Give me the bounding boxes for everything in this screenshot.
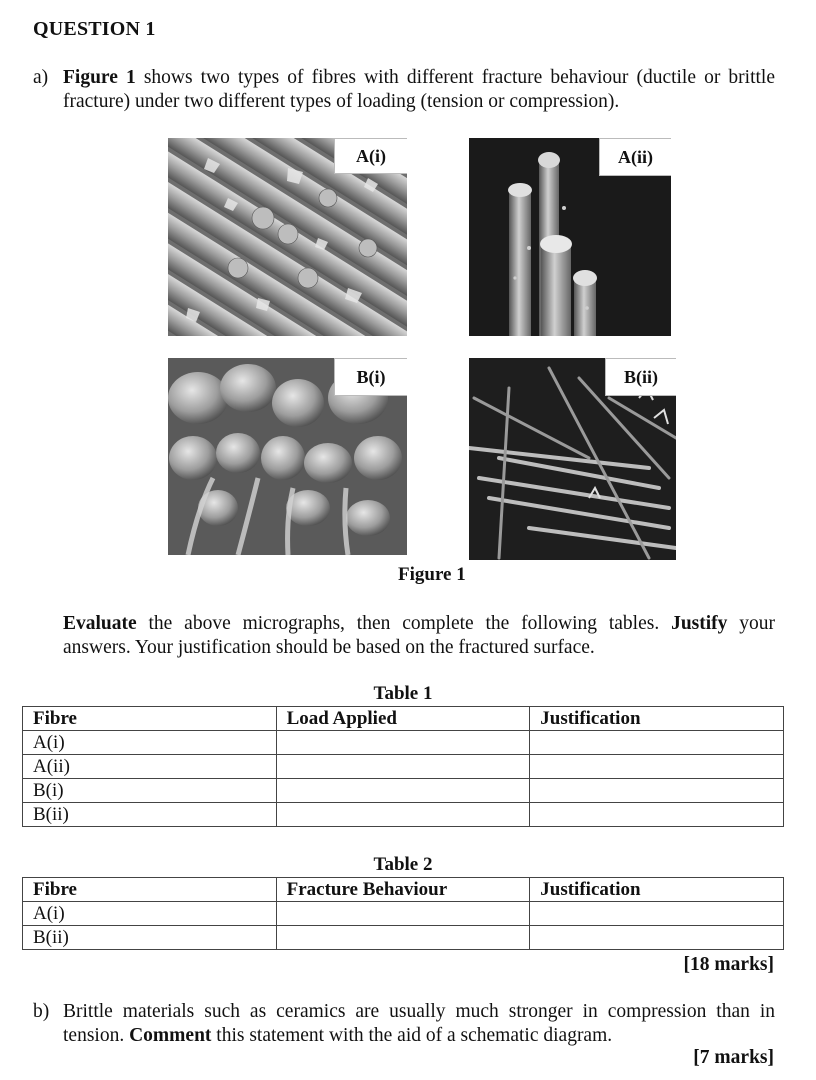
part-b-start: Brittle materials such as ceramics are usually much stronger in compression than in tension. [63, 1001, 775, 1046]
label-b-ii: B(ii) [605, 358, 676, 396]
instruction-mid: the above micrographs, then complete the following tables. [136, 613, 672, 634]
table-2 [22, 877, 784, 950]
micrograph-b-i [168, 358, 407, 555]
justify-word: Justify [671, 613, 728, 634]
table-row [23, 731, 784, 755]
table2-header-fibre: Fibre [23, 878, 277, 902]
figure-ref: Figure 1 [63, 67, 136, 88]
justification-cell[interactable] [530, 755, 784, 779]
fibre-cell: B(ii) [23, 803, 277, 827]
justification-cell[interactable] [530, 926, 784, 950]
part-a-intro [63, 66, 775, 114]
table1-header-load: Load Applied [276, 707, 530, 731]
answer-cell[interactable] [276, 902, 530, 926]
justification-cell[interactable] [530, 779, 784, 803]
table-row [23, 902, 784, 926]
table1-caption: Table 1 [373, 683, 433, 704]
justification-cell[interactable] [530, 803, 784, 827]
label-b-i: B(i) [334, 358, 407, 396]
comment-word: Comment [129, 1025, 212, 1046]
fibre-cell: A(i) [23, 902, 277, 926]
part-b-text [63, 1000, 775, 1048]
figure-caption: Figure 1 [398, 564, 466, 585]
part-b-end: this statement with the aid of a schematic diagram. [211, 1025, 613, 1046]
answer-cell[interactable] [276, 779, 530, 803]
table-1 [22, 706, 784, 827]
table-row [23, 926, 784, 950]
table-row [23, 755, 784, 779]
micrograph-a-i [168, 138, 407, 336]
part-a-marks: [18 marks] [683, 954, 774, 975]
question-heading: QUESTION 1 [33, 18, 156, 40]
part-b-marks: [7 marks] [693, 1047, 774, 1068]
answer-cell[interactable] [276, 803, 530, 827]
table1-header-justification: Justification [530, 707, 784, 731]
table1-header-fibre: Fibre [23, 707, 277, 731]
instruction-end: your answers. Your justification should be based on the fractured surface. [63, 613, 775, 658]
table1-header-row [23, 707, 784, 731]
part-a-label: a) [33, 67, 49, 88]
micrograph-b-ii [469, 358, 676, 560]
fibre-cell: B(i) [23, 779, 277, 803]
intro-text: shows two types of fibres with different fracture behaviour (ductile or brittle fracture) under two different types of loading (tension or compression). [63, 67, 775, 112]
table2-header-row [23, 878, 784, 902]
part-b-label: b) [33, 1001, 50, 1022]
fibre-cell: A(i) [23, 731, 277, 755]
label-a-ii: A(ii) [599, 138, 671, 176]
answer-cell[interactable] [276, 926, 530, 950]
label-a-i: A(i) [334, 138, 407, 174]
instruction-text [63, 612, 775, 660]
table-row [23, 803, 784, 827]
justification-cell[interactable] [530, 731, 784, 755]
fibre-cell: A(ii) [23, 755, 277, 779]
table-row [23, 779, 784, 803]
table2-caption: Table 2 [373, 854, 433, 875]
answer-cell[interactable] [276, 755, 530, 779]
justification-cell[interactable] [530, 902, 784, 926]
micrograph-a-ii [469, 138, 671, 336]
table2-header-justification: Justification [530, 878, 784, 902]
answer-cell[interactable] [276, 731, 530, 755]
evaluate-word: Evaluate [63, 613, 137, 634]
table2-header-behaviour: Fracture Behaviour [276, 878, 530, 902]
fibre-cell: B(ii) [23, 926, 277, 950]
